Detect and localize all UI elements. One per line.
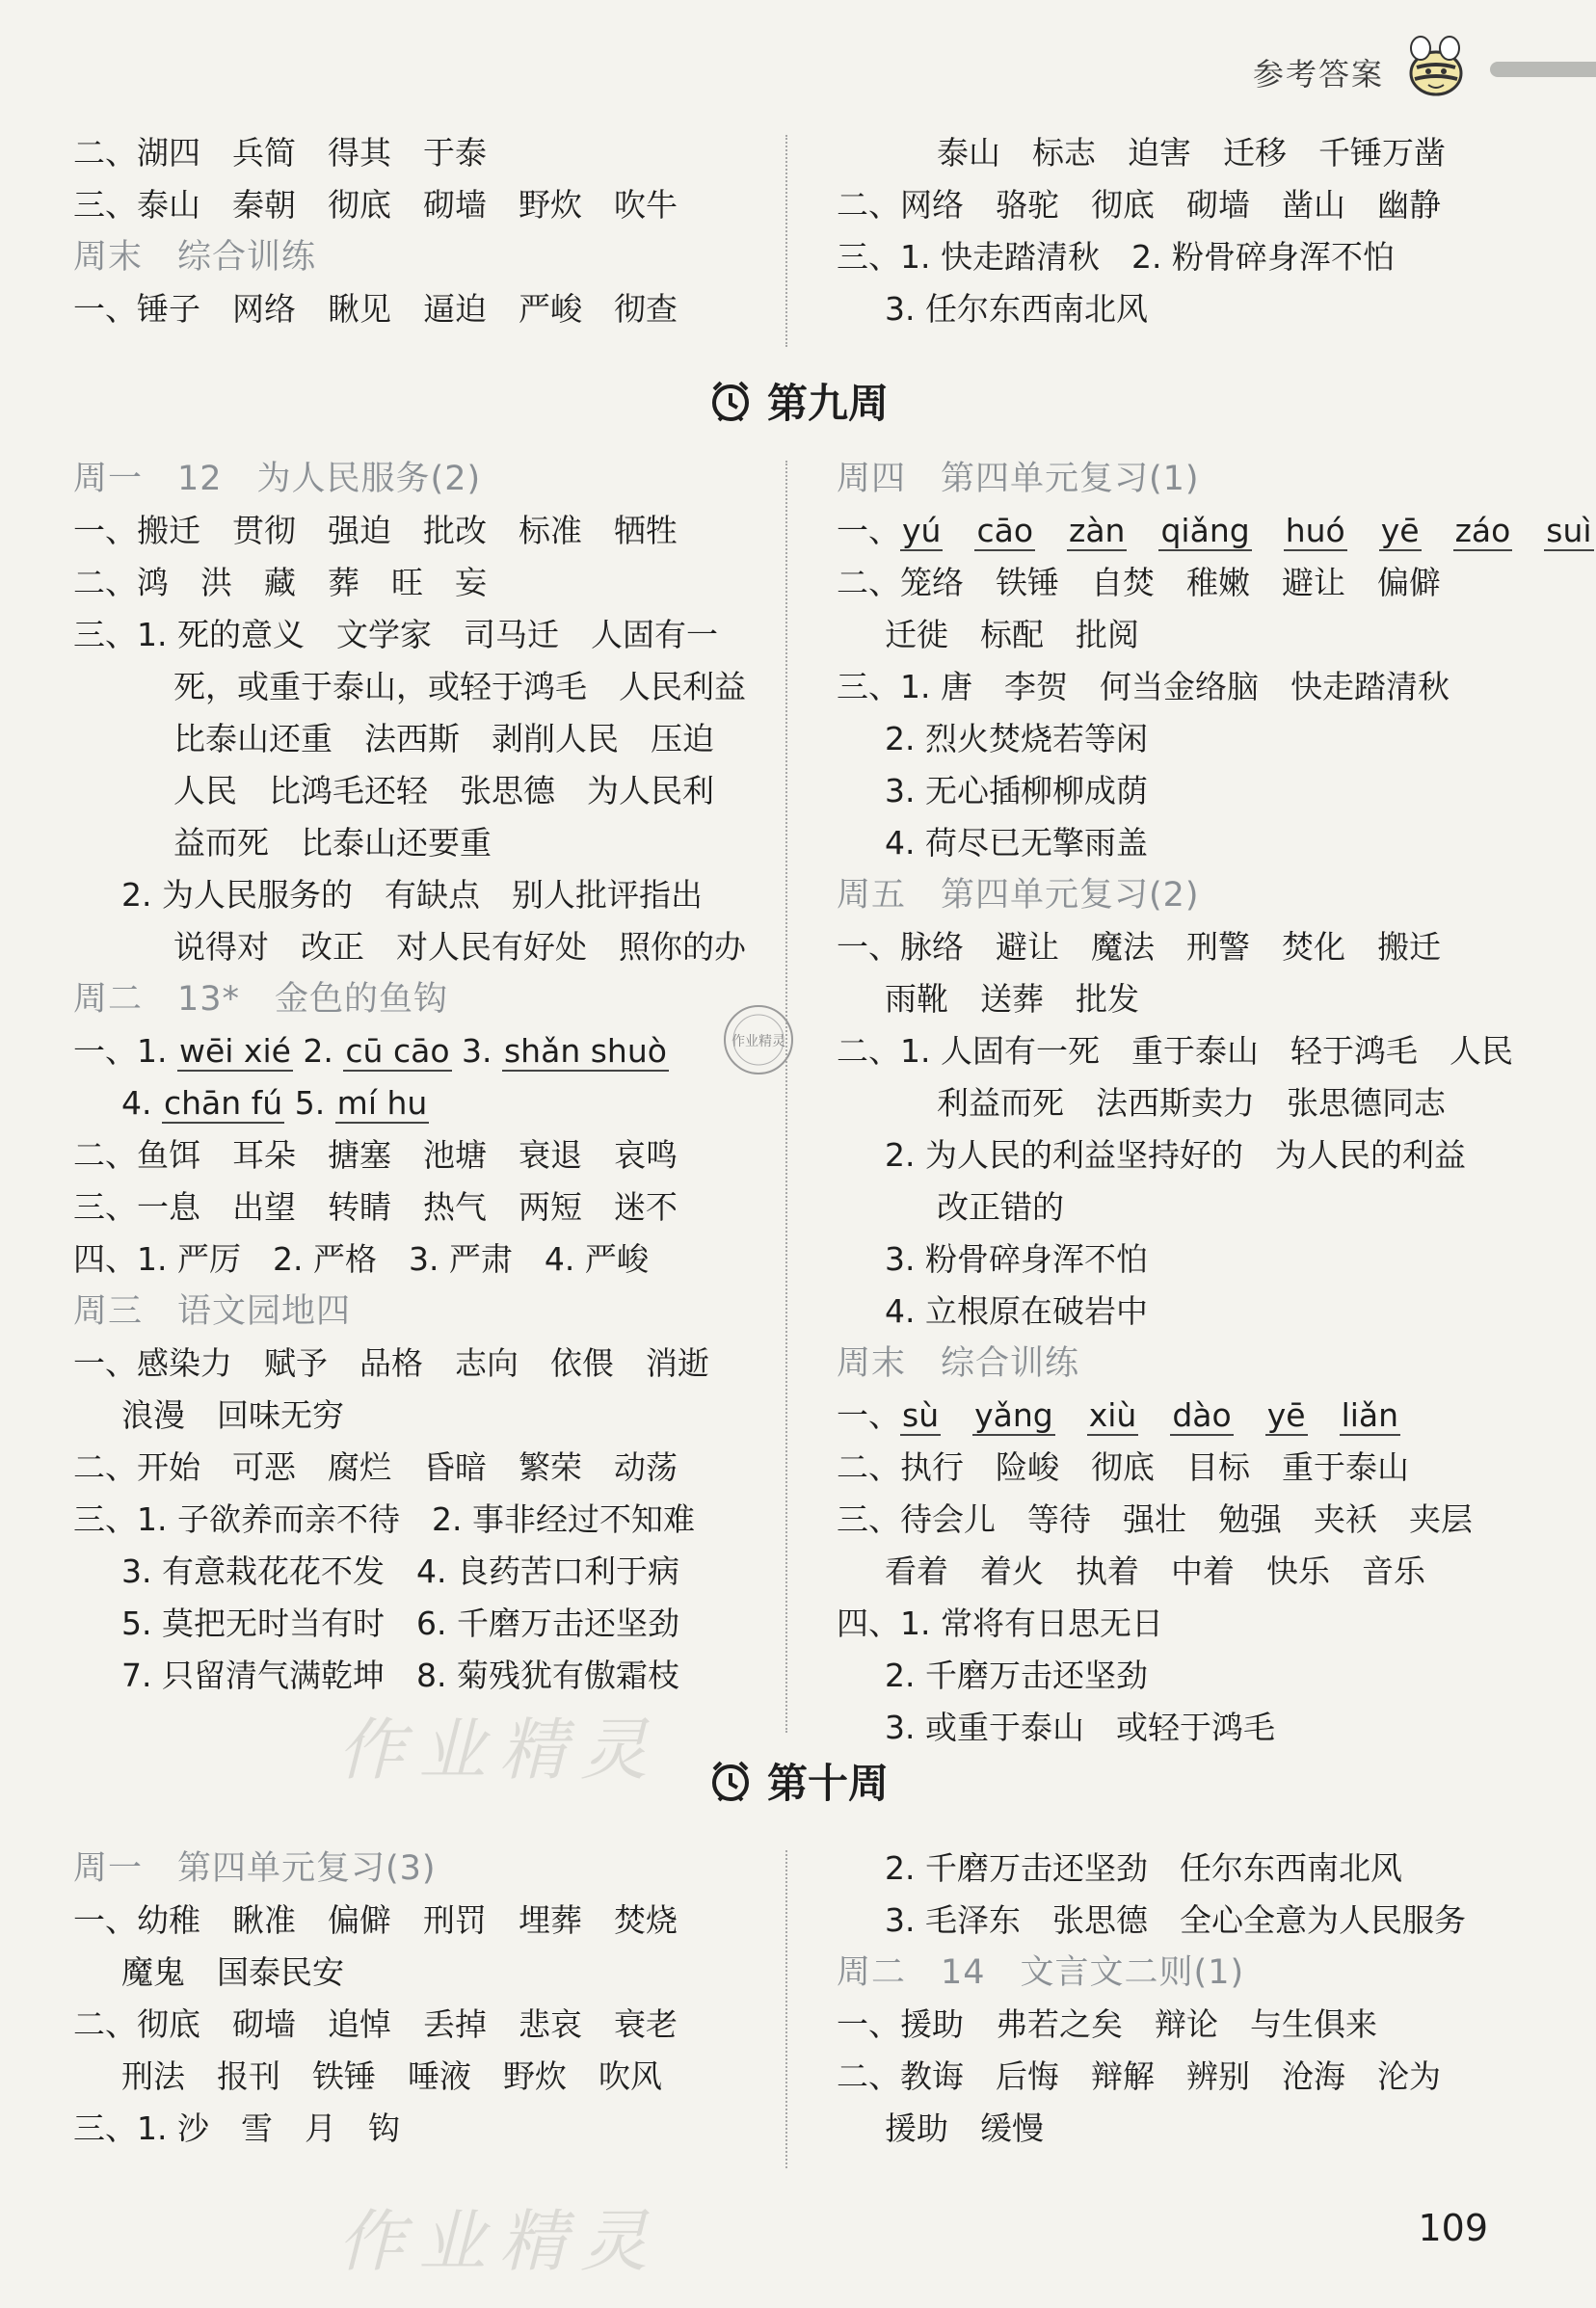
answer-line: 浪漫 回味无穷 [121, 1396, 344, 1434]
item-label: 一、1. [73, 1032, 177, 1070]
item-label: 2. [292, 1032, 344, 1070]
answer-line: 2. 千磨万击还坚劲 任尔东西南北风 [885, 1849, 1402, 1887]
pinyin-blank: cāo [976, 512, 1034, 549]
section-heading: 周末 综合训练 [73, 238, 317, 277]
watermark: 作业精灵 [337, 2202, 661, 2281]
answer-line: 三、1. 死的意义 文学家 司马迁 人固有一 [73, 616, 718, 653]
week10-right-column [837, 1843, 1511, 2155]
top-left-column [73, 127, 748, 335]
page-number: 109 [1418, 2207, 1488, 2249]
answer-line: 益而死 比泰山还要重 [173, 824, 492, 862]
pinyin-blank: suì [1546, 512, 1592, 549]
answer-line: 二、开始 可恶 腐烂 昏暗 繁荣 动荡 [73, 1448, 678, 1486]
answer-line: 4. 荷尽已无擎雨盖 [885, 824, 1148, 862]
pinyin-blank: liǎn [1341, 1396, 1399, 1434]
section-heading: 周三 语文园地四 [73, 1292, 352, 1331]
column-divider-week10 [785, 1850, 787, 2168]
item-label: 一、 [837, 512, 900, 549]
pinyin-blank: zàn [1069, 512, 1126, 549]
answer-line: 说得对 改正 对人民有好处 照你的办 [173, 928, 746, 966]
answer-line: 一、感染力 赋予 品格 志向 依偎 消逝 [73, 1344, 709, 1382]
answer-line: 5. 莫把无时当有时 6. 千磨万击还坚劲 [121, 1605, 679, 1642]
pinyin-blank: dào [1172, 1396, 1232, 1434]
answer-line: 二、鸿 洪 藏 葬 旺 妄 [73, 564, 487, 601]
answer-line: 二、1. 人固有一死 重于泰山 轻于鸿毛 人民 [837, 1032, 1513, 1070]
section-heading: 周二 14 文言文二则(1) [837, 1953, 1245, 1992]
pinyin-blank: shǎn shuò [503, 1032, 667, 1070]
answer-line: 2. 为人民服务的 有缺点 别人批评指出 [121, 876, 703, 914]
top-right-column [837, 127, 1511, 335]
answer-line: 魔鬼 国泰民安 [121, 1953, 344, 1991]
answer-line: 改正错的 [937, 1188, 1064, 1226]
answer-line: 2. 烈火焚烧若等闲 [885, 720, 1148, 757]
answer-line: 7. 只留清气满乾坤 8. 菊残犹有傲霜枝 [121, 1657, 679, 1694]
bee-mascot-icon [1399, 35, 1473, 102]
pinyin-blank: wēi xié [178, 1032, 291, 1070]
answer-line: 一、锤子 网络 瞅见 逼迫 严峻 彻查 [73, 290, 678, 328]
week-9-title: 第九周 [766, 380, 889, 427]
answer-line: 三、1. 子欲养而亲不待 2. 事非经过不知难 [73, 1500, 695, 1538]
header-bar [1490, 62, 1596, 77]
section-heading: 周末 综合训练 [837, 1344, 1080, 1383]
answer-line: 二、湖四 兵简 得其 于泰 [73, 134, 487, 172]
answer-line: 3. 粉骨碎身浑不怕 [885, 1240, 1148, 1278]
answer-line: 3. 毛泽东 张思德 全心全意为人民服务 [885, 1901, 1466, 1939]
answer-line: 泰山 标志 迫害 迁移 千锤万凿 [937, 134, 1446, 172]
header-title: 参考答案 [1252, 56, 1384, 93]
answer-line: 一、脉络 避让 魔法 刑警 焚化 搬迁 [837, 928, 1441, 966]
pinyin-blank: yē [1380, 512, 1420, 549]
section-heading: 周一 第四单元复习(3) [73, 1849, 437, 1888]
answer-line: 二、教诲 后悔 辩解 辨别 沧海 沦为 [837, 2057, 1441, 2095]
week9-left-column [73, 453, 748, 1702]
answer-line: 死，或重于泰山，或轻于鸿毛 人民利益 [173, 668, 746, 705]
page-header [1191, 29, 1596, 106]
answer-line: 雨靴 送葬 批发 [885, 980, 1139, 1018]
alarm-clock-icon [707, 378, 754, 424]
answer-line: 二、鱼饵 耳朵 搪塞 池塘 衰退 哀鸣 [73, 1136, 678, 1174]
answer-line: 援助 缓慢 [885, 2109, 1044, 2147]
pinyin-answer-line [837, 505, 1592, 557]
answer-line: 2. 为人民的利益坚持好的 为人民的利益 [885, 1136, 1466, 1174]
answer-line: 一、幼稚 瞅准 偏僻 刑罚 埋葬 焚烧 [73, 1901, 678, 1939]
homework-stamp-icon [721, 1002, 796, 1077]
answer-line: 一、搬迁 贯彻 强迫 批改 标准 牺牲 [73, 512, 678, 549]
answer-line: 人民 比鸿毛还轻 张思德 为人民利 [173, 772, 714, 809]
item-label: 4. [121, 1084, 162, 1122]
answer-line: 三、1. 唐 李贺 何当金络脑 快走踏清秋 [837, 668, 1450, 705]
item-label: 3. [451, 1032, 502, 1070]
week-10-heading [0, 1752, 1596, 1810]
column-divider-top [785, 135, 787, 347]
item-label: 一、 [837, 1396, 900, 1434]
pinyin-blank: yǎng [974, 1396, 1053, 1434]
answer-line: 三、待会儿 等待 强壮 勉强 夹袄 夹层 [837, 1500, 1473, 1538]
alarm-clock-icon [707, 1758, 754, 1804]
week-10-title: 第十周 [766, 1760, 889, 1807]
pinyin-blank: yē [1266, 1396, 1306, 1434]
answer-line: 三、1. 快走踏清秋 2. 粉骨碎身浑不怕 [837, 238, 1395, 276]
column-divider-week9 [785, 461, 787, 1733]
section-heading: 周一 12 为人民服务(2) [73, 460, 482, 498]
answer-line: 3. 任尔东西南北风 [885, 290, 1148, 328]
pinyin-blank: mí hu [336, 1084, 428, 1122]
answer-line: 刑法 报刊 铁锤 唾液 野炊 吹风 [121, 2057, 662, 2095]
pinyin-answer-line [837, 1390, 1511, 1442]
week10-left-column [73, 1843, 748, 2155]
item-label: 5. [284, 1084, 335, 1122]
answer-line: 四、1. 严厉 2. 严格 3. 严肃 4. 严峻 [73, 1240, 649, 1278]
pinyin-blank: chān fú [163, 1084, 283, 1122]
week9-right-column [837, 453, 1592, 1754]
answer-line: 比泰山还重 法西斯 剥削人民 压迫 [173, 720, 714, 757]
pinyin-blank: huó [1285, 512, 1345, 549]
section-heading: 周四 第四单元复习(1) [837, 460, 1200, 498]
pinyin-blank: sù [902, 1396, 940, 1434]
answer-line: 二、笼络 铁锤 自焚 稚嫩 避让 偏僻 [837, 564, 1441, 601]
answer-line: 看着 着火 执着 中着 快乐 音乐 [885, 1552, 1425, 1590]
watermark: 作业精灵 [337, 1711, 661, 1790]
answer-line: 利益而死 法西斯卖力 张思德同志 [937, 1084, 1446, 1122]
pinyin-blank: qiǎng [1160, 512, 1250, 549]
answer-line: 二、彻底 砌墙 追悼 丢掉 悲哀 衰老 [73, 2005, 678, 2043]
answer-line: 2. 千磨万击还坚劲 [885, 1657, 1148, 1694]
pinyin-answer-line [73, 1025, 748, 1077]
pinyin-blank: záo [1454, 512, 1511, 549]
section-heading: 周五 第四单元复习(2) [837, 876, 1200, 915]
answer-line: 一、援助 弗若之矣 辩论 与生俱来 [837, 2005, 1377, 2043]
answer-line: 3. 无心插柳柳成荫 [885, 772, 1148, 809]
answer-line: 迁徙 标配 批阅 [885, 616, 1139, 653]
answer-line: 三、泰山 秦朝 彻底 砌墙 野炊 吹牛 [73, 186, 678, 224]
answer-line: 3. 有意栽花花不发 4. 良药苦口利于病 [121, 1552, 679, 1590]
answer-line: 三、1. 沙 雪 月 钩 [73, 2109, 400, 2147]
answer-line: 三、一息 出望 转睛 热气 两短 迷不 [73, 1188, 678, 1226]
answer-line: 4. 立根原在破岩中 [885, 1292, 1148, 1330]
pinyin-answer-line [73, 1077, 748, 1129]
stamp-text: 作业精灵 [732, 1034, 785, 1049]
pinyin-blank: cū cāo [345, 1032, 450, 1070]
week-9-heading [0, 372, 1596, 430]
answer-line: 3. 或重于泰山 或轻于鸿毛 [885, 1709, 1275, 1746]
answer-line: 二、执行 险峻 彻底 目标 重于泰山 [837, 1448, 1409, 1486]
pinyin-blank: xiù [1088, 1396, 1137, 1434]
pinyin-blank: yú [902, 512, 942, 549]
answer-line: 四、1. 常将有日思无日 [837, 1605, 1163, 1642]
answer-line: 二、网络 骆驼 彻底 砌墙 凿山 幽静 [837, 186, 1441, 224]
section-heading: 周二 13* 金色的鱼钩 [73, 980, 449, 1019]
